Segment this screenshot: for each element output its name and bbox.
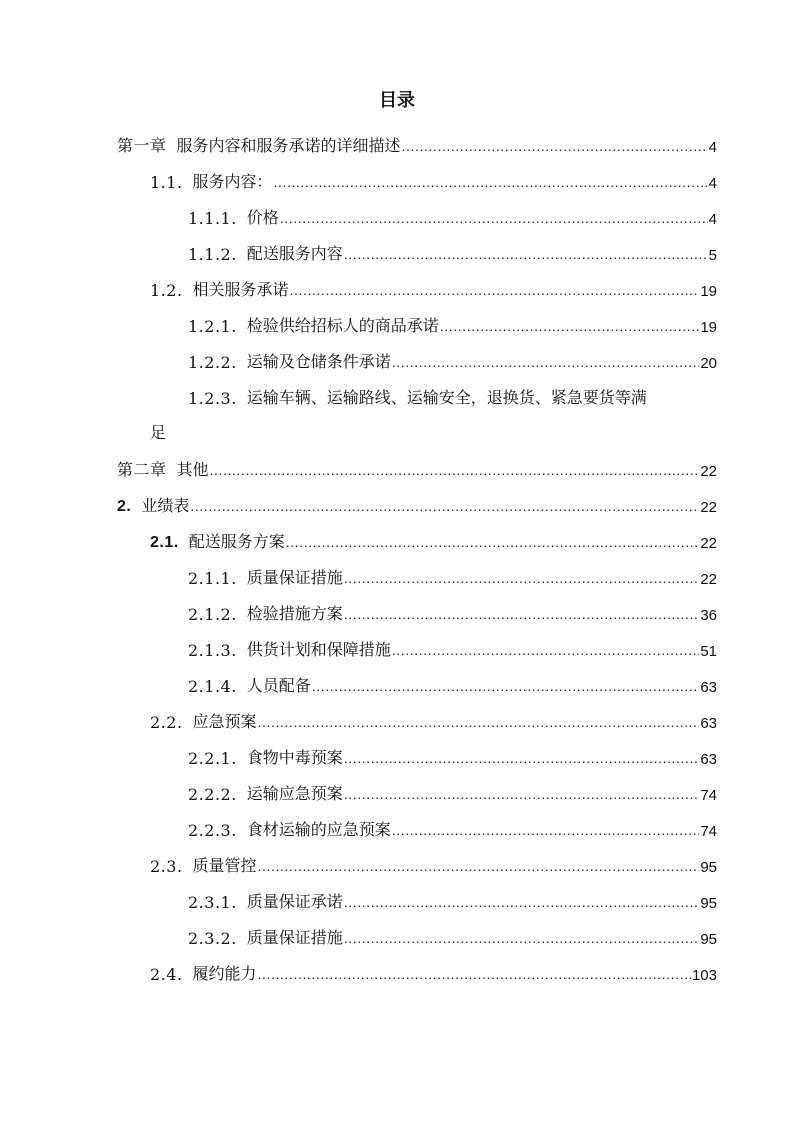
toc-leader-dots [258, 856, 700, 876]
toc-page: 4 [708, 211, 717, 228]
toc-text: 运输及仓储条件承诺 [246, 352, 391, 371]
toc-leader-dots [312, 676, 700, 696]
toc-text: 质量保证承诺 [246, 892, 343, 911]
toc-leader-dots [344, 892, 700, 912]
toc-page: 5 [708, 247, 717, 264]
toc-leader-dots [258, 964, 691, 984]
toc-entry[interactable] [150, 954, 717, 984]
toc-number: 1.1.1. [188, 209, 237, 228]
toc-entry[interactable] [188, 738, 717, 768]
toc-leader-dots [274, 172, 708, 192]
toc-number: 2.3.2. [188, 929, 237, 948]
toc-entry[interactable] [150, 162, 717, 192]
toc-page: 63 [700, 715, 717, 732]
toc-text: 应急预案 [192, 712, 257, 731]
toc-entry[interactable] [188, 198, 717, 228]
toc-entry[interactable] [188, 810, 717, 840]
toc-number: 1.2.1. [188, 317, 237, 336]
toc-number: 2.1.2. [188, 605, 237, 624]
toc-entry[interactable] [188, 774, 717, 804]
toc-leader-dots [286, 532, 700, 552]
toc-page: 95 [700, 859, 717, 876]
toc-page: 95 [700, 895, 717, 912]
toc-text: 配送服务内容 [246, 244, 343, 263]
toc-page: 95 [700, 931, 717, 948]
toc-entry[interactable] [188, 306, 717, 336]
toc-entry[interactable] [188, 558, 717, 588]
toc-page: 22 [700, 535, 717, 552]
toc-entry[interactable] [188, 666, 717, 696]
toc-page: 63 [700, 751, 717, 768]
toc-page: 103 [691, 967, 717, 984]
toc-number: 2.2.3. [188, 821, 237, 840]
toc-text: 质量保证措施 [246, 928, 343, 947]
toc-page: 22 [700, 499, 717, 516]
toc-text: 业绩表 [141, 496, 190, 515]
toc-text: 相关服务承诺 [192, 280, 289, 299]
toc-leader-dots [210, 460, 700, 480]
toc-entry[interactable] [150, 522, 717, 552]
toc-page: 20 [700, 355, 717, 372]
toc-leader-dots [290, 280, 700, 300]
toc-leader-dots [440, 316, 700, 336]
toc-entry[interactable] [117, 450, 717, 480]
toc-entry[interactable] [117, 126, 717, 156]
toc-leader-dots [344, 244, 708, 264]
toc-text: 其他 [176, 460, 209, 479]
toc-entry[interactable] [188, 594, 717, 624]
toc-leader-dots [392, 352, 700, 372]
toc-text: 服务内容和服务承诺的详细描述 [176, 136, 401, 155]
toc-entry[interactable] [150, 846, 717, 876]
toc-text: 服务内容： [192, 172, 273, 191]
toc-text: 质量管控 [192, 856, 257, 875]
toc-number: 1.1.2. [188, 245, 237, 264]
toc-number: 2.3. [150, 857, 183, 876]
toc-number: 2.1.1. [188, 569, 237, 588]
toc-leader-dots [344, 784, 700, 804]
toc-number: 1.2.3. [188, 389, 237, 408]
toc-page: 22 [700, 571, 717, 588]
toc-number: 1.2. [150, 281, 183, 300]
toc-text: 运输车辆、运输路线、运输安全，退换货、紧急要货等满 [246, 388, 647, 407]
toc-text: 履约能力 [192, 964, 257, 983]
toc-text: 检验措施方案 [246, 604, 343, 623]
toc-number: 1.2.2. [188, 353, 237, 372]
toc-number: 2.2. [150, 713, 183, 732]
toc-text: 供货计划和保障措施 [246, 640, 391, 659]
toc-entry[interactable] [117, 486, 717, 516]
toc-entry[interactable] [188, 342, 717, 372]
toc-text-continuation: 足 [150, 423, 167, 442]
toc-entry[interactable] [188, 882, 717, 912]
toc-text: 食材运输的应急预案 [246, 820, 391, 839]
toc-entry[interactable] [150, 270, 717, 300]
toc-page: 4 [708, 139, 717, 156]
toc-page: 74 [700, 823, 717, 840]
toc-page: 74 [700, 787, 717, 804]
toc-number: 2.1.3. [188, 641, 237, 660]
toc-entry[interactable] [188, 918, 717, 948]
toc-text: 人员配备 [246, 676, 311, 695]
toc-text: 配送服务方案 [188, 532, 285, 551]
toc-number: 2.1. [150, 534, 179, 551]
toc-leader-dots [344, 928, 700, 948]
toc-text: 质量保证措施 [246, 568, 343, 587]
toc-entry[interactable] [188, 234, 717, 264]
toc-page: 36 [700, 607, 717, 624]
toc-page: 4 [708, 175, 717, 192]
toc-number: 第二章 [117, 460, 167, 479]
toc-number: 第一章 [117, 136, 167, 155]
toc-number: 1.1. [150, 173, 183, 192]
toc-leader-dots [344, 604, 700, 624]
toc-leader-dots [392, 820, 700, 840]
toc-number: 2.2.1. [188, 749, 237, 768]
toc-number: 2.4. [150, 965, 183, 984]
toc-page: 19 [700, 319, 717, 336]
toc-number: 2.2.2. [188, 785, 237, 804]
toc-entry[interactable] [188, 630, 717, 660]
toc-text: 运输应急预案 [246, 784, 343, 803]
toc-page: 51 [700, 643, 717, 660]
toc-leader-dots [344, 568, 700, 588]
toc-page: 63 [700, 679, 717, 696]
toc-text: 检验供给招标人的商品承诺 [246, 316, 439, 335]
toc-page: 22 [700, 463, 717, 480]
toc-leader-dots [280, 208, 708, 228]
toc-leader-dots [402, 136, 708, 156]
toc-title: 目录 [379, 90, 415, 111]
toc-page: 19 [700, 283, 717, 300]
toc-text: 食物中毒预案 [246, 748, 343, 767]
toc-number: 2.1.4. [188, 677, 237, 696]
toc-entry[interactable] [150, 702, 717, 732]
toc-leader-dots [392, 640, 700, 660]
toc-number: 2.3.1. [188, 893, 237, 912]
toc-leader-dots [344, 748, 700, 768]
toc-entry[interactable] [188, 378, 717, 408]
toc-leader-dots [258, 712, 700, 732]
toc-leader-dots [190, 496, 699, 516]
toc-text: 价格 [246, 208, 279, 227]
toc-number: 2. [117, 498, 132, 515]
